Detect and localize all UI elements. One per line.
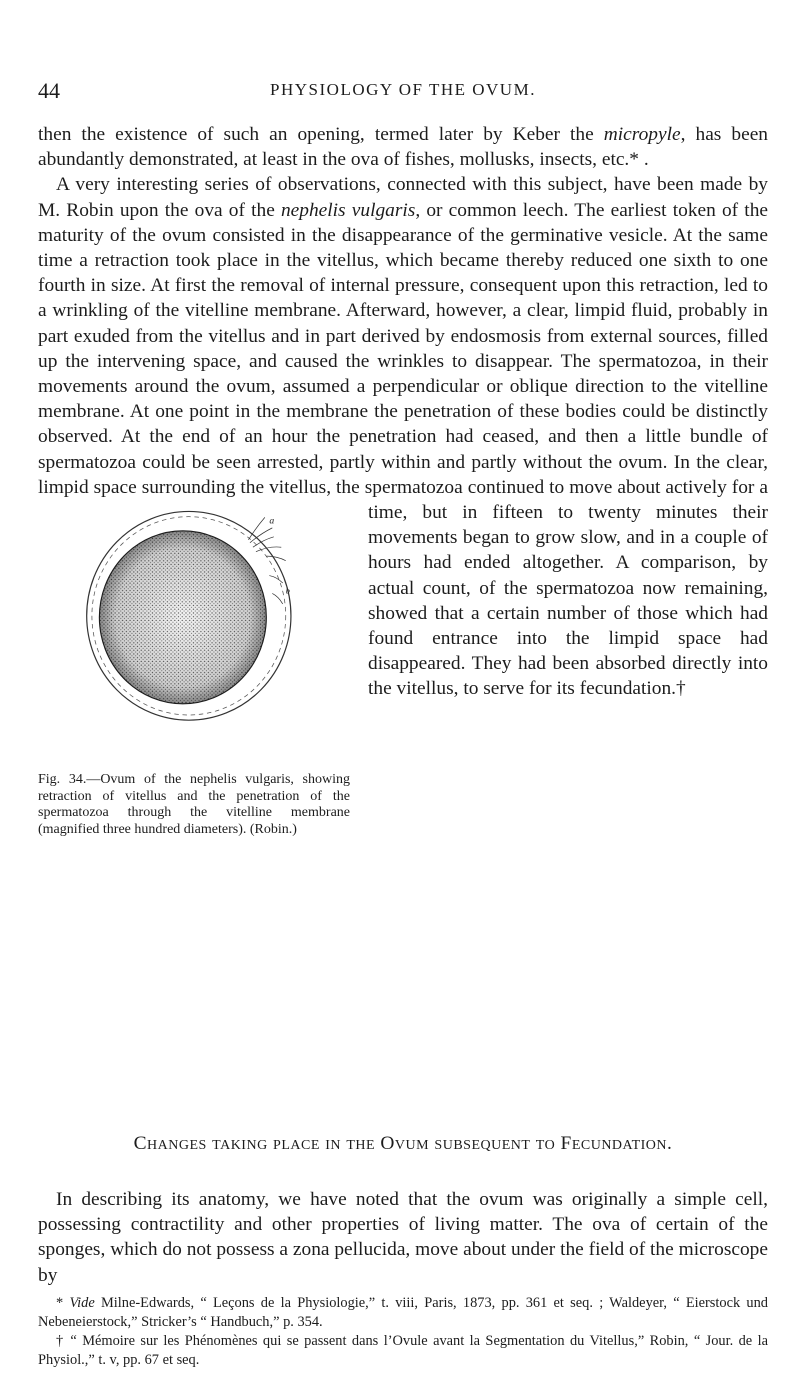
footnotes — [38, 1294, 768, 1370]
footnote-2: † “ Mémoire sur les Phénomènes qui se passent dans l’Ovule avant la Segmentation du Vitellus,” Robin, “ Jour. de la Physiol.,” t. v, pp. 67 et seq. — [38, 1333, 768, 1368]
term-micropyle: micropyle — [603, 124, 681, 145]
species-name: nephelis vulgaris — [280, 199, 416, 221]
main-text-2 — [38, 1187, 768, 1288]
footnote-1: * Vide Milne-Edwards, “ Leçons de la Physiologie,” t. viii, Paris, 1873, pp. 361 et seq. ; Waldeyer, “ Eierstock und Nebeneierstock,” Stricker’s “ Handbuch,” p. 354. — [38, 1295, 768, 1330]
page-header — [38, 78, 768, 108]
label-a: a — [269, 515, 275, 527]
paragraph-2: A very interesting series of observations, connected with this subject, have been made by M. Robin upon the ova of the nephelis vulgaris, or common leech. The earliest token of the maturity of the ovum consisted in the disappearance of the germinative vesicle. At the same time a retraction took place in the vitellus, which became thereby reduced one sixth to one fourth in size. At first the removal of internal pressure, consequent upon this retraction, led to a wrinkling of the vitelline membrane. Afterward, however, a clear, limpid fluid, probably in part exuded from the vitellus and in part derived by endosmosis from external sources, filled up the intervening space, and caused the wrinkles to disappear. The spermatozoa, in their movements around the ovum, assumed a perpendicular or oblique direction to the vitelline membrane. At one point in the membrane the penetration of these bodies could be distinctly observed. At the end of an hour the penetration had ceased, and then a little bundle of spermatozoa could be seen arrested, partly within and partly without the ovum. In the clear, limpid space surrounding the vitellus, the spermatozoa continued to move about actively for a time, but in fifteen to twenty minutes their movements began to grow slow, and in a couple of hours had ended altogether. A comparison, by actual count, of the spermatozoa now remaining, showed that a certain number of those which had found entrance into the limpid space had disappeared. They had been absorbed directly into the vitellus, to serve for its fecundation.† — [38, 174, 768, 700]
paragraph-3: In describing its anatomy, we have noted that the ovum was originally a simple cell, possessing contractility and other properties of living matter. The ova of certain of the sponges, which do not possess a zona pellucida, move about under the field of the microscope by — [38, 1189, 768, 1286]
figure-caption: Fig. 34.—Ovum of the nephelis vulgaris, showing retraction of vitellus and the penetration of the spermatozoa through the vitelline membrane (magnified three hundred diameters). (Robin.) — [38, 772, 350, 837]
running-head: PHYSIOLOGY OF THE OVUM. — [270, 80, 536, 99]
paragraph-1: then the existence of such an opening, termed later by Keber the micropyle, has been abundantly demonstrated, at least in the ova of fishes, mollusks, insects, etc.* . — [38, 124, 768, 171]
section-heading: Changes taking place in the Ovum subsequent to Fecundation. — [133, 1133, 673, 1154]
ovum-illustration — [50, 504, 350, 750]
label-b: b — [285, 586, 290, 596]
page-number: 44 — [38, 78, 60, 103]
paragraph-2-text: , or common leech. The earliest token of the maturity of the ovum consisted in the disappearance of the germinative vesicle. At the same time a retraction took place in the vitellus, which became thereby reduced one sixth to one fourth in size. At first the removal of internal pressure, consequent upon this retraction, led to a wrinkling of the vitelline membrane. Afterward, however, a clear, limpid fluid, probably in part exuded from the vitellus and in part derived by endosmosis from external sources, filled up the intervening space, and caused the wrinkles to disappear. The spermatozoa, in their movements around the ovum, assumed a perpendicular or oblique direction to the vitelline membrane. At one point in the membrane the penetration of these bodies could be distinctly observed. At the end of an hour the penetration had ceased, and then a little bundle of spermatozoa could be seen arrested, partly within and partly without the ovum. In the clear, limpid space surrounding the vitellus, the spermatozoa continued to move about actively for a time, but in fifteen to twenty minutes their movements began to grow slow, and in a couple of hours had ended altogether. A comparison, by actual count, of the spermatozoa now remaining, showed that a certain number of those which had found entrance into the limpid space had disappeared. They had been absorbed directly into the vitellus, to serve for its fecundation.† — [38, 199, 768, 700]
